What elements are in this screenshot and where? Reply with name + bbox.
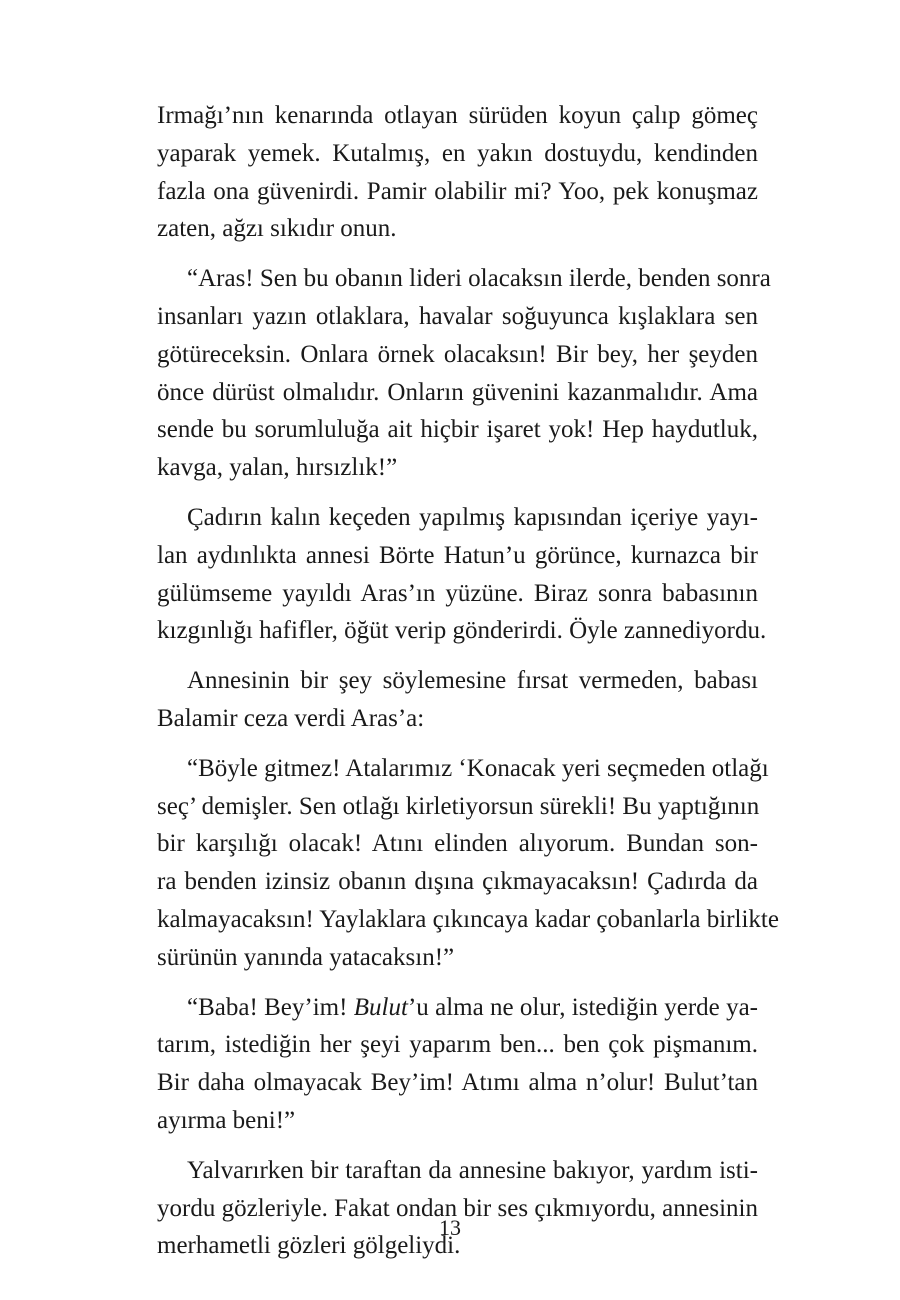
paragraph-5 (157, 750, 779, 977)
text-line: bir karşılığı olacak! Atını elinden alıyorum. Bundan son- (157, 830, 758, 858)
text-line (157, 989, 758, 1027)
text-line: önce dürüst olmalıdır. Onların güvenini kazanmalıdır. Ama (157, 378, 758, 406)
text-line: sürünün yanında yatacaksın!” (157, 943, 455, 971)
paragraph-2 (157, 260, 771, 487)
text-line: fazla ona güvenirdi. Pamir olabilir mi? Yoo, pek konuşmaz (157, 177, 758, 205)
text-line: zaten, ağzı sıkıdır onun. (157, 215, 397, 243)
text-line: “Böyle gitmez! Atalarımız ‘Konacak yeri seçmeden otlağı (187, 754, 769, 782)
text-line: yordu gözleriyle. Fakat ondan bir ses çıkmıyordu, annesinin (157, 1194, 758, 1222)
text-line: Annesinin bir şey söylemesine fırsat vermeden, babası (187, 667, 758, 695)
text-line: insanları yazın otlaklara, havalar soğuyunca kışlaklara sen (157, 302, 758, 330)
text-line: lan aydınlıkta annesi Börte Hatun’u görünce, kurnazca bir (157, 541, 758, 569)
page-body (157, 97, 779, 1277)
italic-horse-name: Bulut (353, 993, 408, 1021)
text-line: merhametli gözleri gölgeliydi. (157, 1232, 461, 1260)
paragraph-4 (157, 662, 758, 738)
text-line: ra benden izinsiz obanın dışına çıkmayacaksın! Çadırda da (157, 868, 758, 896)
text-line: yaparak yemek. Kutalmış, en yakın dostuydu, kendinden (157, 139, 758, 167)
page-number: 13 (439, 1215, 461, 1240)
paragraph-3 (157, 499, 767, 650)
text-line: sende bu sorumluluğa ait hiçbir işaret yok! Hep haydutluk, (157, 416, 758, 444)
text-line: kavga, yalan, hırsızlık!” (157, 454, 398, 482)
text-line: Balamir ceza verdi Aras’a: (157, 704, 425, 732)
text-line: tarım, istediğin her şeyi yaparım ben... ben çok pişmanım. (157, 1031, 758, 1059)
text-line: Bir daha olmayacak Bey’im! Atımı alma n’olur! Bulut’tan (157, 1069, 758, 1097)
text-line: kızgınlığı hafifler, öğüt verip gönderirdi. Öyle zannediyordu. (157, 617, 767, 645)
text-line: gülümseme yayıldı Aras’ın yüzüne. Biraz sonra babasının (157, 579, 758, 607)
paragraph-7 (157, 1152, 758, 1265)
text-line: “Aras! Sen bu obanın lideri olacaksın ilerde, benden sonra (187, 265, 771, 293)
text-line: seç’ demişler. Sen otlağı kirletiyorsun sürekli! Bu yaptığının (157, 792, 760, 820)
text-line: Yalvarırken bir taraftan da annesine bakıyor, yardım isti- (187, 1156, 758, 1184)
text-line: Irmağı’nın kenarında otlayan sürüden koyun çalıp gömeç (157, 102, 758, 129)
line-text-post: ’u alma ne olur, istediğin yerde ya- (407, 993, 758, 1021)
paragraph-6 (157, 989, 758, 1140)
text-line: ayırma beni!” (157, 1106, 296, 1134)
line-text-pre: “Baba! Bey’im! (187, 993, 354, 1021)
paragraph-1 (157, 97, 758, 248)
text-line: Çadırın kalın keçeden yapılmış kapısından içeriye yayı- (187, 503, 758, 531)
text-line: götüreceksin. Onlara örnek olacaksın! Bir bey, her şeyden (157, 340, 758, 368)
text-line: kalmayacaksın! Yaylaklara çıkıncaya kadar çobanlarla birlikte (157, 905, 779, 933)
